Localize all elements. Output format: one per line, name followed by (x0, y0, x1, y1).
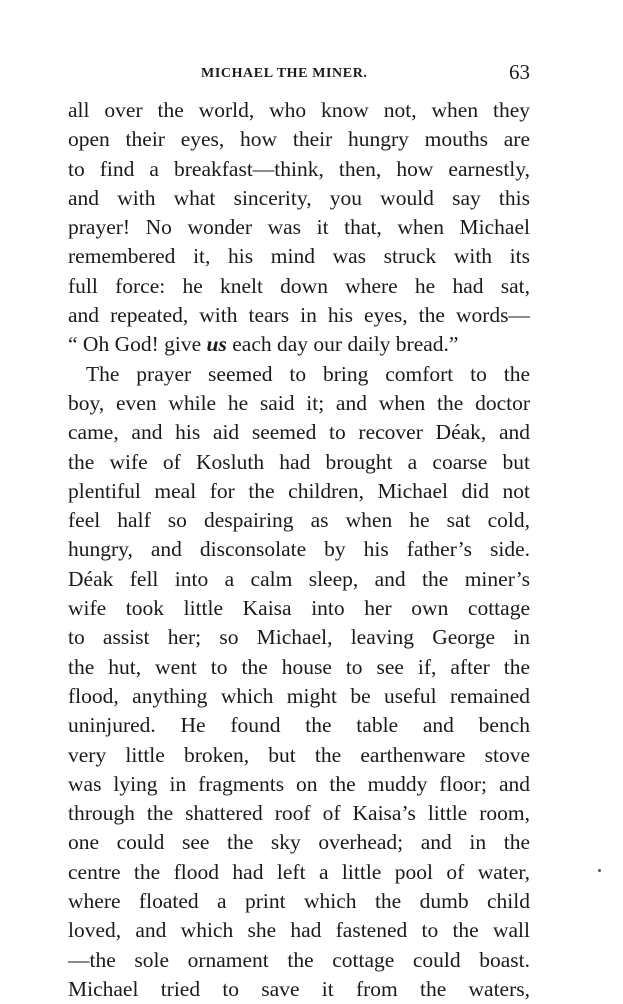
prayer-text-end: each day our daily bread.” (226, 332, 459, 357)
text-line: boy, even while he said it; and when the doctor (68, 390, 530, 415)
text-line: plentiful meal for the children, Michael did not (68, 478, 530, 503)
text-line: the hut, went to the house to see if, after the (68, 654, 530, 679)
text-line: —the sole ornament the cottage could boast. (68, 947, 530, 972)
text-line: prayer! No wonder was it that, when Michael (68, 215, 530, 240)
text-line: to assist her; so Michael, leaving George in (68, 625, 530, 650)
text-line: flood, anything which might be useful remained (68, 683, 530, 708)
text-line: remembered it, his mind was struck with its (68, 244, 530, 269)
text-line: uninjured. He found the table and bench (68, 713, 530, 738)
text-line: loved, and which she had fastened to the wall (68, 918, 530, 943)
page-number: 63 (509, 60, 530, 84)
text-line: Déak fell into a calm sleep, and the miner’s (68, 566, 530, 591)
text-line-quoted-prayer (68, 330, 530, 359)
text-line: came, and his aid seemed to recover Déak, and (68, 420, 530, 445)
text-line: and with what sincerity, you would say this (68, 185, 530, 210)
text-line: where floated a print which the dumb child (68, 889, 530, 914)
text-line: full force: he knelt down where he had sat, (68, 273, 530, 298)
emphasized-word: us (206, 332, 227, 357)
text-line: wife took little Kaisa into her own cottage (68, 596, 530, 621)
text-line: hungry, and disconsolate by his father’s side. (68, 537, 530, 562)
text-line: centre the flood had left a little pool of water, (68, 859, 530, 884)
text-line: to find a breakfast—think, then, how earnestly, (68, 156, 530, 181)
text-line: Michael tried to save it from the waters, (68, 976, 530, 1001)
prayer-text-start: “ Oh God! give (68, 332, 207, 357)
text-line: one could see the sky overhead; and in the (68, 830, 530, 855)
text-line: was lying in fragments on the muddy floor; and (68, 771, 530, 796)
text-line: the wife of Kosluth had brought a coarse but (68, 449, 530, 474)
text-line: and repeated, with tears in his eyes, the words— (68, 303, 530, 328)
text-line: open their eyes, how their hungry mouths are (68, 127, 530, 152)
text-line: very little broken, but the earthenware stove (68, 742, 530, 767)
text-line: all over the world, who know not, when they (68, 98, 530, 122)
running-title: MICHAEL THE MINER. (201, 66, 368, 81)
paper-speck (598, 869, 601, 872)
text-line: feel half so despairing as when he sat cold, (68, 508, 530, 533)
running-head (68, 60, 530, 90)
body-text (68, 96, 530, 1004)
text-line: through the shattered roof of Kaisa’s little room, (68, 801, 530, 826)
paragraph-start-line: The prayer seemed to bring comfort to the (86, 361, 530, 386)
